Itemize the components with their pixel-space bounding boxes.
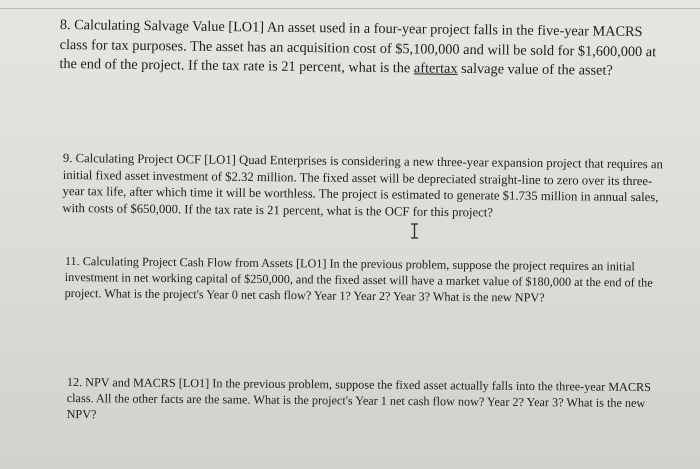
problem-9: 9. Calculating Project OCF [LO1] Quad Enterprises is considering a new three-year expansion project that requires an initial fixed asset investment of $2.32 million. The fixed asset will be depreciated straight-line to zero over its three-year tax life, after which time it will be worthless. The project is estimated to generate $1.735 million in annual sales, with costs of $650,000. If the tax rate is 21 percent, what is the OCF for this project? [62, 150, 663, 220]
page-top-rule [0, 8, 700, 9]
problem-12: 12. NPV and MACRS [LO1] In the previous problem, suppose the fixed asset actually falls into the three-year MACRS class. All the other facts are the same. What is the project's Year 1 net cash flow now? Year 2? Year 3? What is the new NPV? [66, 375, 651, 421]
problem-11: 11. Calculating Project Cash Flow from Assets [LO1] In the previous problem, suppose the project requires an initial investment in net working capital of $250,000, and the fixed asset will have a market value of $180,000 at the end of the project. What is the project's Year 0 net cash flow? Year 1? Year 2? Year 3? What is the new NPV? [64, 254, 653, 305]
problem-8-text-after: salvage value of the asset? [457, 60, 613, 79]
problem-8-underlined-word: aftertax [413, 60, 458, 77]
problem-8-text-before: 8. Calculating Salvage Value [LO1] An asset used in a four-year project falls in the five-year MACRS class for tax purposes. The asset has an acquisition cost of $5,100,000 and will be sold for $1,600,000 at the end of the project. If the tax rate is 21 percent, what is the [59, 16, 657, 77]
text-cursor-icon [410, 223, 419, 239]
problem-8 [59, 16, 660, 82]
